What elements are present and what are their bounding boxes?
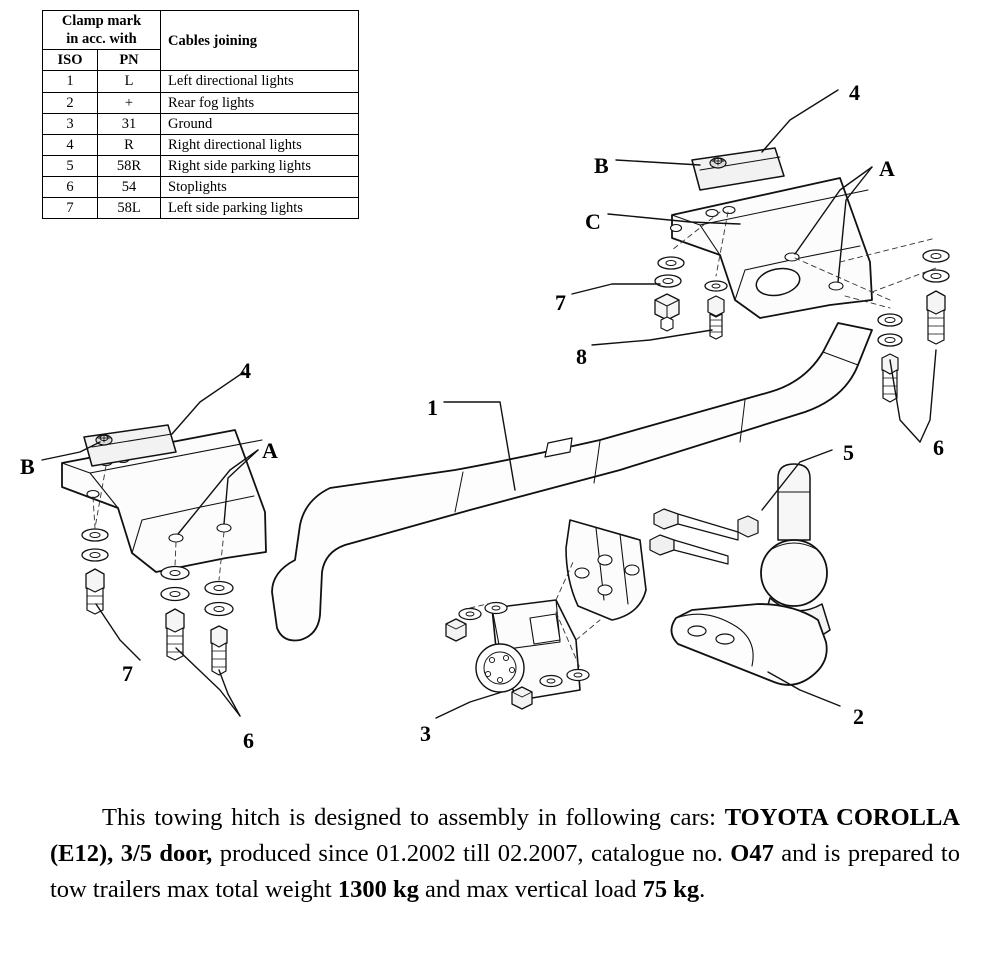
cell-iso: 6 — [43, 177, 98, 198]
caption-line-1: This towing hitch is designed to assembly in following cars: — [102, 804, 716, 831]
cell-pn: 58L — [98, 198, 161, 219]
cell-desc: Left side parking lights — [161, 198, 359, 219]
cell-pn: 54 — [98, 177, 161, 198]
header-pn: PN — [98, 50, 161, 71]
caption-text-3: and is prepared to tow trailers max total weight — [50, 840, 960, 903]
callout-4-left: 4 — [240, 358, 251, 383]
callout-8: 8 — [576, 344, 587, 369]
caption-vertical-load: 75 kg — [642, 876, 700, 903]
caption-text-5: . — [699, 876, 706, 903]
cell-pn: R — [98, 134, 161, 155]
header-iso: ISO — [43, 50, 98, 71]
cell-iso: 4 — [43, 134, 98, 155]
caption-text-2: produced since 01.2002 till 02.2007, catalogue no. — [212, 840, 731, 867]
header-cables-joining: Cables joining — [161, 11, 359, 71]
right-mounting-bracket — [671, 148, 873, 318]
callout-B-top: B — [594, 153, 609, 178]
callout-1: 1 — [427, 395, 438, 420]
header-clamp-mark-line1: Clamp mark — [61, 13, 142, 29]
cell-desc: Right side parking lights — [161, 155, 359, 176]
callout-2: 2 — [853, 704, 864, 729]
caption-catalogue-no: O47 — [730, 840, 774, 867]
cell-pn: 58R — [98, 155, 161, 176]
cell-desc: Left directional lights — [161, 71, 359, 92]
cell-desc: Stoplights — [161, 177, 359, 198]
callout-3: 3 — [420, 721, 431, 746]
cell-iso: 2 — [43, 92, 98, 113]
callout-4-top-right: 4 — [849, 80, 860, 105]
cell-iso: 3 — [43, 113, 98, 134]
callout-C: C — [585, 209, 601, 234]
callout-7-left: 7 — [122, 661, 133, 686]
header-clamp-mark-line2: in acc. with — [66, 31, 137, 48]
callout-A-top: A — [879, 156, 895, 181]
cell-pn: L — [98, 71, 161, 92]
callout-6-left: 6 — [243, 728, 254, 753]
caption-text-4: and max vertical load — [418, 876, 643, 903]
cell-pn: + — [98, 92, 161, 113]
caption-paragraph — [50, 800, 960, 908]
cell-desc: Ground — [161, 113, 359, 134]
callout-B-left: B — [20, 454, 35, 479]
callout-A-left: A — [262, 438, 278, 463]
caption-vehicle-model: TOYOTA COROLLA (E12), 3/5 door, — [50, 804, 961, 867]
cell-desc: Rear fog lights — [161, 92, 359, 113]
cell-pn: 31 — [98, 113, 161, 134]
cell-desc: Right directional lights — [161, 134, 359, 155]
cell-iso: 7 — [43, 198, 98, 219]
callout-5: 5 — [843, 440, 854, 465]
callout-7-top: 7 — [555, 290, 566, 315]
caption-max-weight: 1300 kg — [337, 876, 419, 903]
cell-iso: 1 — [43, 71, 98, 92]
callout-6-right: 6 — [933, 435, 944, 460]
towball-assembly — [671, 464, 830, 685]
cell-iso: 5 — [43, 155, 98, 176]
